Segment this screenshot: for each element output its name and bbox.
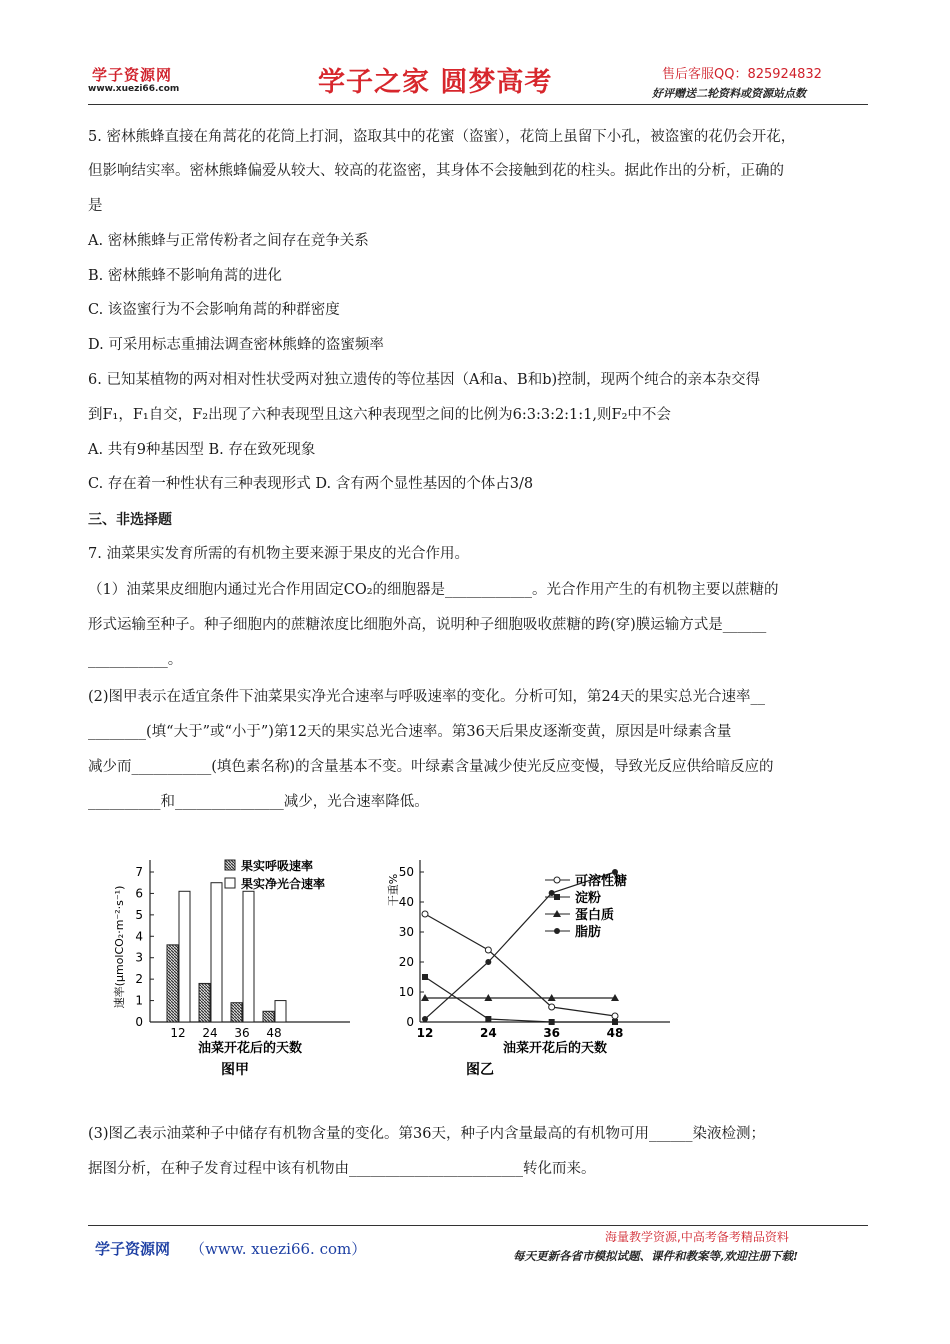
q7-part1-line3: ___________。 bbox=[88, 652, 183, 668]
x-tick-label: 48 bbox=[606, 1026, 624, 1040]
point bbox=[422, 911, 428, 917]
header-logo-url: www.xuezi66.com bbox=[88, 84, 180, 94]
q6-options-ab: A. 共有9种基因型 B. 存在致死现象 bbox=[88, 442, 316, 458]
point bbox=[485, 959, 491, 965]
q5-line2: 但影响结实率。密林熊蜂偏爱从较大、较高的花盗密，其身体不会接触到花的柱头。据此作出的分析，正确的 bbox=[88, 163, 784, 179]
q5-line3: 是 bbox=[88, 198, 103, 214]
legend-label: 脂肪 bbox=[575, 925, 602, 940]
section-title: 三、非选择题 bbox=[88, 512, 172, 528]
footer-divider bbox=[88, 1225, 868, 1226]
point bbox=[612, 1019, 618, 1025]
point bbox=[422, 974, 428, 980]
y-tick-label: 7 bbox=[135, 865, 143, 879]
q7-part2-line4: __________和_______________减少，光合速率降低。 bbox=[88, 794, 429, 810]
footer-tagline: 海量教学资源,中高考备考精品资料 bbox=[605, 1230, 789, 1244]
bar-net-photosynthesis bbox=[275, 1001, 286, 1022]
point bbox=[422, 1016, 428, 1022]
x-axis-label: 油菜开花后的天数 bbox=[502, 1041, 608, 1056]
y-tick-label: 6 bbox=[135, 886, 143, 901]
legend-label: 淀粉 bbox=[575, 891, 602, 906]
q5-option-d: D. 可采用标志重捕法调查密林熊蜂的盗蜜频率 bbox=[88, 337, 384, 353]
legend-marker bbox=[554, 877, 560, 883]
q7-part3-line1: (3)图乙表示油菜种子中储存有机物含量的变化。第36天，种子内含量最高的有机物可用______染液检测； bbox=[88, 1126, 765, 1142]
bar-respiration bbox=[199, 983, 210, 1022]
x-tick-label: 36 bbox=[543, 1026, 561, 1040]
footer-subtagline: 每天更新各省市模拟试题、课件和教案等,欢迎注册下载! bbox=[513, 1249, 799, 1263]
bar-respiration bbox=[167, 945, 178, 1022]
y-tick-label: 30 bbox=[398, 925, 414, 939]
header-slogan: 学子之家 圆梦高考 bbox=[318, 67, 553, 98]
y-tick-label: 50 bbox=[398, 865, 414, 879]
point bbox=[485, 947, 491, 953]
q7-intro: 7. 油菜果实发育所需的有机物主要来源于果皮的光合作用。 bbox=[88, 546, 469, 562]
header-divider bbox=[88, 104, 868, 105]
point bbox=[549, 890, 555, 896]
footer-logo: 学子资源网 bbox=[95, 1240, 171, 1258]
point bbox=[549, 1004, 555, 1010]
point bbox=[485, 1016, 491, 1022]
bar-respiration bbox=[263, 1011, 274, 1022]
x-tick-label: 12 bbox=[416, 1026, 434, 1040]
x-axis-label: 油菜开花后的天数 bbox=[197, 1041, 303, 1056]
q5-option-a: A. 密林熊蜂与正常传粉者之间存在竞争关系 bbox=[88, 233, 369, 249]
y-tick-label: 0 bbox=[406, 1015, 414, 1029]
x-tick-label: 36 bbox=[234, 1026, 250, 1040]
legend-label: 蛋白质 bbox=[575, 908, 615, 923]
legend-label-respiration: 果实呼吸速率 bbox=[241, 859, 314, 873]
x-tick-label: 48 bbox=[266, 1026, 282, 1040]
y-tick-label: 40 bbox=[398, 895, 414, 909]
header-logo: 学子资源网 bbox=[92, 66, 173, 84]
chart-title: 图乙 bbox=[466, 1062, 494, 1078]
q6-line1: 6. 已知某植物的两对相对性状受两对独立遗传的等位基因（A和a、B和b)控制，现两个纯合的亲本杂交得 bbox=[88, 372, 761, 388]
x-tick-label: 24 bbox=[479, 1026, 497, 1040]
y-tick-label: 10 bbox=[398, 985, 414, 999]
y-tick-label: 2 bbox=[135, 972, 143, 987]
legend-swatch-respiration bbox=[225, 860, 235, 870]
q7-part2-line1: (2)图甲表示在适宜条件下油菜果实净光合速率与呼吸速率的变化。分析可知，第24天的果实总光合速率__ bbox=[88, 689, 765, 705]
bar-net-photosynthesis bbox=[211, 883, 222, 1022]
legend-marker bbox=[554, 894, 560, 900]
q7-part1-line2: 形式运输至种子。种子细胞内的蔗糖浓度比细胞外高，说明种子细胞吸收蔗糖的跨(穿)膜运输方式是______ bbox=[88, 617, 767, 633]
y-axis-label: 干重% bbox=[387, 873, 400, 907]
q5-line1: 5. 密林熊蜂直接在角蒿花的花筒上打洞，盗取其中的花蜜（盗蜜），花筒上虽留下小孔，被盗蜜的花仍会开花， bbox=[88, 129, 796, 145]
y-tick-label: 5 bbox=[135, 907, 143, 922]
bar-net-photosynthesis bbox=[179, 891, 190, 1022]
y-tick-label: 0 bbox=[135, 1015, 143, 1029]
header-qq-sub: 好评赠送二轮资料或资源站点数 bbox=[652, 87, 806, 100]
q7-part1-line1: （1）油菜果皮细胞内通过光合作用固定CO₂的细胞器是____________。光合作用产生的有机物主要以蔗糖的 bbox=[88, 582, 779, 598]
footer-url[interactable]: （www. xuezi66. com） bbox=[190, 1240, 367, 1258]
y-tick-label: 4 bbox=[135, 929, 143, 944]
point bbox=[549, 1019, 555, 1025]
q7-part2-line2: ________(填“大于”或“小于”)第12天的果实总光合速率。第36天后果皮逐渐变黄，原因是叶绿素含量 bbox=[88, 724, 732, 740]
point bbox=[612, 1013, 618, 1019]
q7-part3-line2: 据图分析，在种子发育过程中该有机物由________________________转化而来。 bbox=[88, 1161, 596, 1177]
y-tick-label: 1 bbox=[135, 993, 143, 1008]
legend-label-net: 果实净光合速率 bbox=[241, 877, 326, 891]
bar-net-photosynthesis bbox=[243, 891, 254, 1022]
series-line-2 bbox=[425, 977, 615, 1022]
header-qq: 售后客服QQ：825924832 bbox=[662, 67, 822, 82]
y-axis-label: 速率(μmolCO₂·m⁻²·s⁻¹) bbox=[113, 885, 126, 1009]
chart-yi bbox=[375, 845, 675, 1080]
q5-option-c: C. 该盗蜜行为不会影响角蒿的种群密度 bbox=[88, 302, 340, 318]
q7-part2-line3: 减少而___________(填色素名称)的含量基本不变。叶绿素含量减少使光反应变慢，导致光反应供给暗反应的 bbox=[88, 759, 774, 775]
x-tick-label: 24 bbox=[202, 1026, 218, 1040]
y-tick-label: 3 bbox=[135, 950, 143, 965]
q6-options-cd: C. 存在着一种性状有三种表现形式 D. 含有两个显性基因的个体占3/8 bbox=[88, 476, 534, 492]
chart-jia bbox=[105, 845, 370, 1080]
x-tick-label: 12 bbox=[170, 1026, 186, 1040]
legend-swatch-net bbox=[225, 878, 235, 888]
chart-title: 图甲 bbox=[221, 1062, 249, 1078]
q5-option-b: B. 密林熊蜂不影响角蒿的进化 bbox=[88, 268, 282, 284]
legend-marker bbox=[554, 928, 560, 934]
y-tick-label: 20 bbox=[398, 955, 414, 969]
q6-line2: 到F₁，F₁自交，F₂出现了六种表现型且这六种表现型之间的比例为6:3:3:2:1:1,则F₂中不会 bbox=[88, 407, 671, 423]
legend-label: 可溶性糖 bbox=[575, 874, 628, 889]
bar-respiration bbox=[231, 1003, 242, 1022]
